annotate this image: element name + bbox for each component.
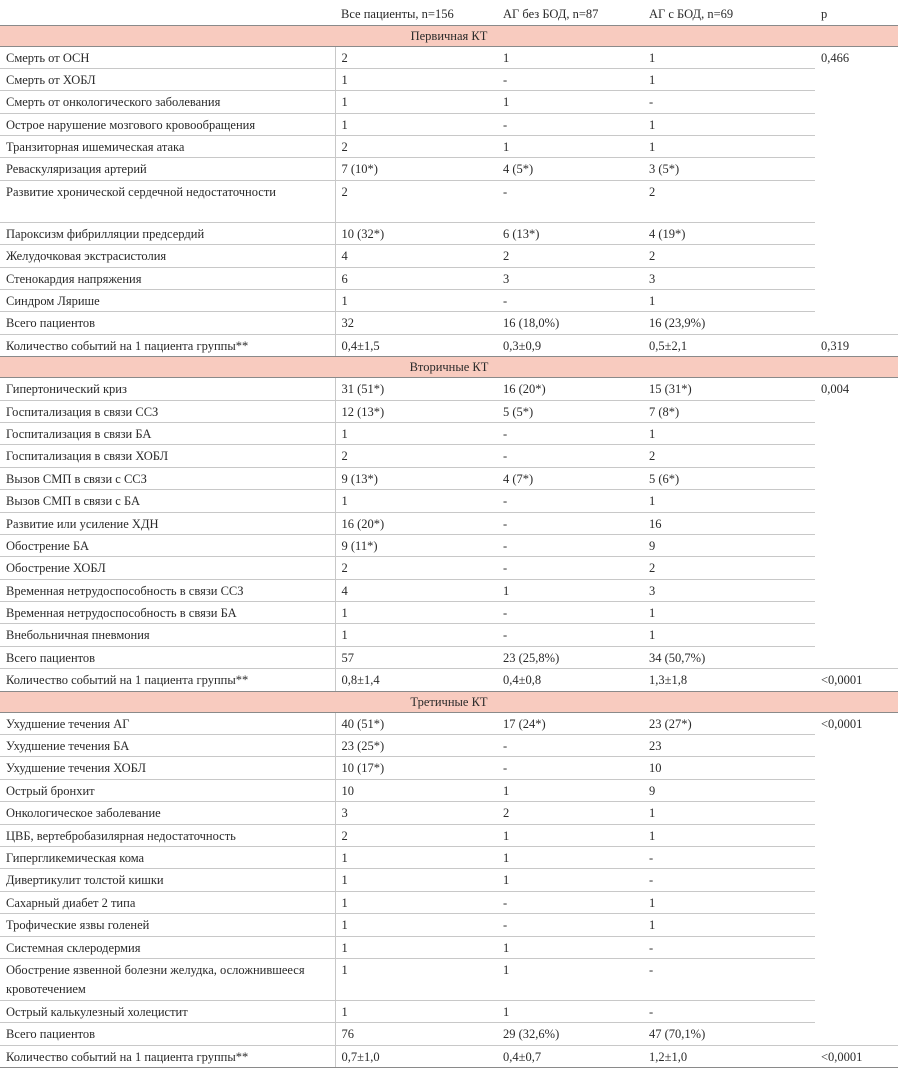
table-row (0, 113, 898, 135)
cell-with-bod: 9 (643, 779, 815, 801)
cell-with-bod: 1 (643, 113, 815, 135)
cell-no-bod: - (497, 735, 643, 757)
cell-all: 12 (13*) (335, 400, 497, 422)
cell-with-bod: 2 (643, 180, 815, 222)
cell-all: 1 (335, 914, 497, 936)
cell-with-bod: 2 (643, 557, 815, 579)
cell-with-bod: 1 (643, 824, 815, 846)
row-label: Обострение ХОБЛ (0, 557, 335, 579)
cell-with-bod: 3 (643, 267, 815, 289)
cell-all: 1 (335, 958, 497, 1000)
row-label: Острое нарушение мозгового кровообращения (0, 113, 335, 135)
cell-no-bod: - (497, 891, 643, 913)
table-row (0, 445, 898, 467)
cell-no-bod: 1 (497, 136, 643, 158)
cell-no-bod: 16 (18,0%) (497, 312, 643, 334)
row-label: Всего пациентов (0, 646, 335, 668)
section-title: Вторичные КТ (0, 357, 898, 378)
cell-all: 40 (51*) (335, 712, 497, 734)
row-label: Вызов СМП в связи с БА (0, 490, 335, 512)
cell-all: 4 (335, 245, 497, 267)
table-row (0, 602, 898, 624)
cell-with-bod: 9 (643, 534, 815, 556)
row-label: Синдром Лярише (0, 290, 335, 312)
cell-no-bod: 0,4±0,8 (497, 669, 643, 691)
section-title: Первичная КТ (0, 25, 898, 46)
cell-all: 1 (335, 68, 497, 90)
cell-all: 23 (25*) (335, 735, 497, 757)
cell-all: 10 (335, 779, 497, 801)
cell-no-bod: - (497, 624, 643, 646)
table-row (0, 534, 898, 556)
cell-with-bod: 5 (6*) (643, 467, 815, 489)
row-label: Обострение язвенной болезни желудка, осложнившееся кровотечением (0, 958, 335, 1000)
table-row (0, 824, 898, 846)
cell-all: 1 (335, 624, 497, 646)
events-table (0, 4, 898, 1068)
cell-no-bod: 1 (497, 936, 643, 958)
cell-no-bod: 1 (497, 579, 643, 601)
cell-all: 0,4±1,5 (335, 334, 497, 356)
cell-with-bod: 3 (643, 579, 815, 601)
cell-no-bod: 5 (5*) (497, 400, 643, 422)
cell-no-bod: 2 (497, 802, 643, 824)
row-label: Острый бронхит (0, 779, 335, 801)
cell-with-bod: 1,2±1,0 (643, 1045, 815, 1067)
row-label: Смерть от ХОБЛ (0, 68, 335, 90)
cell-no-bod: 1 (497, 1000, 643, 1022)
table-row (0, 400, 898, 422)
table-body (0, 25, 898, 1068)
row-label: Внебольничная пневмония (0, 624, 335, 646)
row-label: Ухудшение течения АГ (0, 712, 335, 734)
cell-with-bod: 0,5±2,1 (643, 334, 815, 356)
cell-p: 0,319 (815, 334, 898, 356)
cell-no-bod: 1 (497, 824, 643, 846)
row-label: Ухудшение течения БА (0, 735, 335, 757)
cell-p: <0,0001 (815, 1045, 898, 1067)
row-label: Всего пациентов (0, 1023, 335, 1045)
cell-with-bod: 23 (643, 735, 815, 757)
table-row (0, 712, 898, 734)
table-row (0, 222, 898, 244)
cell-all: 32 (335, 312, 497, 334)
row-label: Пароксизм фибрилляции предсердий (0, 222, 335, 244)
cell-all: 2 (335, 46, 497, 68)
cell-with-bod: 47 (70,1%) (643, 1023, 815, 1045)
table-row (0, 579, 898, 601)
table-row (0, 245, 898, 267)
cell-all: 2 (335, 136, 497, 158)
cell-all: 1 (335, 869, 497, 891)
cell-with-bod: 1 (643, 290, 815, 312)
cell-all: 3 (335, 802, 497, 824)
cell-all: 1 (335, 490, 497, 512)
row-label: Гипергликемическая кома (0, 847, 335, 869)
cell-with-bod: 1 (643, 624, 815, 646)
row-label: Системная склеродермия (0, 936, 335, 958)
table-row (0, 512, 898, 534)
cell-with-bod: 1 (643, 914, 815, 936)
cell-no-bod: - (497, 534, 643, 556)
cell-with-bod: - (643, 1000, 815, 1022)
cell-all: 1 (335, 91, 497, 113)
row-label: Обострение БА (0, 534, 335, 556)
cell-with-bod: 1 (643, 602, 815, 624)
table-row (0, 557, 898, 579)
cell-with-bod: - (643, 847, 815, 869)
cell-no-bod: 1 (497, 847, 643, 869)
cell-no-bod: - (497, 512, 643, 534)
cell-all: 1 (335, 847, 497, 869)
row-label: Острый калькулезный холецистит (0, 1000, 335, 1022)
cell-with-bod: 3 (5*) (643, 158, 815, 180)
cell-no-bod: 29 (32,6%) (497, 1023, 643, 1045)
table-row (0, 624, 898, 646)
cell-all: 16 (20*) (335, 512, 497, 534)
table-row (0, 646, 898, 668)
table-row (0, 914, 898, 936)
row-label: Вызов СМП в связи с ССЗ (0, 467, 335, 489)
row-label: Госпитализация в связи БА (0, 422, 335, 444)
table-row (0, 735, 898, 757)
section-title: Третичные КТ (0, 691, 898, 712)
cell-with-bod: - (643, 936, 815, 958)
row-label: Трофические язвы голеней (0, 914, 335, 936)
cell-all: 1 (335, 290, 497, 312)
cell-no-bod: 1 (497, 958, 643, 1000)
cell-all: 4 (335, 579, 497, 601)
header-cell-with-bod: АГ с БОД, n=69 (643, 4, 815, 25)
table-row (0, 267, 898, 289)
cell-with-bod: 1,3±1,8 (643, 669, 815, 691)
cell-all: 7 (10*) (335, 158, 497, 180)
cell-with-bod: 34 (50,7%) (643, 646, 815, 668)
section-header-row (0, 691, 898, 712)
cell-all: 2 (335, 557, 497, 579)
row-label: Желудочковая экстрасистолия (0, 245, 335, 267)
cell-p: 0,004 (815, 378, 898, 669)
cell-with-bod: 1 (643, 422, 815, 444)
row-label: Развитие хронической сердечной недостаточности (0, 180, 335, 222)
table-row (0, 869, 898, 891)
table-row (0, 136, 898, 158)
table-row (0, 847, 898, 869)
cell-all: 2 (335, 445, 497, 467)
cell-all: 1 (335, 113, 497, 135)
cell-all: 76 (335, 1023, 497, 1045)
cell-no-bod: - (497, 490, 643, 512)
cell-no-bod: 0,4±0,7 (497, 1045, 643, 1067)
cell-with-bod: - (643, 91, 815, 113)
cell-no-bod: 6 (13*) (497, 222, 643, 244)
cell-with-bod: 1 (643, 46, 815, 68)
cell-no-bod: 2 (497, 245, 643, 267)
cell-with-bod: 16 (23,9%) (643, 312, 815, 334)
table-row (0, 802, 898, 824)
cell-all: 57 (335, 646, 497, 668)
table-row (0, 46, 898, 68)
cell-all: 2 (335, 824, 497, 846)
cell-no-bod: - (497, 68, 643, 90)
cell-all: 0,7±1,0 (335, 1045, 497, 1067)
cell-with-bod: 1 (643, 490, 815, 512)
cell-no-bod: 17 (24*) (497, 712, 643, 734)
cell-no-bod: - (497, 557, 643, 579)
count-row (0, 1045, 898, 1067)
cell-no-bod: 4 (7*) (497, 467, 643, 489)
row-label: Стенокардия напряжения (0, 267, 335, 289)
cell-no-bod: 0,3±0,9 (497, 334, 643, 356)
table-row (0, 936, 898, 958)
table-row (0, 1000, 898, 1022)
cell-no-bod: 1 (497, 91, 643, 113)
row-label: Сахарный диабет 2 типа (0, 891, 335, 913)
cell-with-bod: 1 (643, 68, 815, 90)
row-label: Реваскуляризация артерий (0, 158, 335, 180)
cell-with-bod: 10 (643, 757, 815, 779)
cell-with-bod: 1 (643, 802, 815, 824)
header-cell-p: p (815, 4, 898, 25)
table-row (0, 958, 898, 1000)
cell-with-bod: 15 (31*) (643, 378, 815, 400)
table-row (0, 158, 898, 180)
cell-with-bod: - (643, 869, 815, 891)
cell-p: <0,0001 (815, 712, 898, 1045)
row-label: Смерть от онкологического заболевания (0, 91, 335, 113)
cell-no-bod: - (497, 445, 643, 467)
row-label: Количество событий на 1 пациента группы** (0, 1045, 335, 1067)
row-label: Временная нетрудоспособность в связи БА (0, 602, 335, 624)
cell-with-bod: 16 (643, 512, 815, 534)
section-header-row (0, 357, 898, 378)
header-cell-label (0, 4, 335, 25)
cell-no-bod: 23 (25,8%) (497, 646, 643, 668)
cell-no-bod: - (497, 757, 643, 779)
cell-no-bod: - (497, 180, 643, 222)
table-row (0, 68, 898, 90)
table-row (0, 490, 898, 512)
row-label: ЦВБ, вертебробазилярная недостаточность (0, 824, 335, 846)
cell-all: 10 (17*) (335, 757, 497, 779)
cell-with-bod: 1 (643, 891, 815, 913)
table-row (0, 290, 898, 312)
row-label: Количество событий на 1 пациента группы** (0, 334, 335, 356)
table-row (0, 779, 898, 801)
cell-no-bod: 3 (497, 267, 643, 289)
cell-with-bod: 2 (643, 245, 815, 267)
cell-no-bod: 1 (497, 779, 643, 801)
cell-all: 1 (335, 602, 497, 624)
cell-all: 1 (335, 422, 497, 444)
row-label: Госпитализация в связи ССЗ (0, 400, 335, 422)
row-label: Количество событий на 1 пациента группы** (0, 669, 335, 691)
header-cell-no-bod: АГ без БОД, n=87 (497, 4, 643, 25)
cell-all: 0,8±1,4 (335, 669, 497, 691)
cell-p: 0,466 (815, 46, 898, 334)
row-label: Временная нетрудоспособность в связи ССЗ (0, 579, 335, 601)
cell-all: 2 (335, 180, 497, 222)
cell-no-bod: - (497, 914, 643, 936)
cell-no-bod: - (497, 113, 643, 135)
cell-with-bod: 1 (643, 136, 815, 158)
table-row (0, 180, 898, 222)
row-label: Госпитализация в связи ХОБЛ (0, 445, 335, 467)
table-row (0, 422, 898, 444)
cell-no-bod: 4 (5*) (497, 158, 643, 180)
row-label: Развитие или усиление ХДН (0, 512, 335, 534)
cell-no-bod: 1 (497, 46, 643, 68)
cell-all: 1 (335, 1000, 497, 1022)
row-label: Транзиторная ишемическая атака (0, 136, 335, 158)
table-row (0, 891, 898, 913)
header-row (0, 4, 898, 25)
row-label: Ухудшение течения ХОБЛ (0, 757, 335, 779)
table-row (0, 312, 898, 334)
table-row (0, 91, 898, 113)
table-row (0, 757, 898, 779)
cell-with-bod: 23 (27*) (643, 712, 815, 734)
section-header-row (0, 25, 898, 46)
cell-no-bod: 1 (497, 869, 643, 891)
cell-all: 9 (13*) (335, 467, 497, 489)
cell-all: 31 (51*) (335, 378, 497, 400)
count-row (0, 669, 898, 691)
table-row (0, 378, 898, 400)
cell-with-bod: 7 (8*) (643, 400, 815, 422)
cell-all: 9 (11*) (335, 534, 497, 556)
table-row (0, 467, 898, 489)
row-label: Смерть от ОСН (0, 46, 335, 68)
cell-all: 10 (32*) (335, 222, 497, 244)
table-row (0, 1023, 898, 1045)
cell-with-bod: 2 (643, 445, 815, 467)
header-cell-all: Все пациенты, n=156 (335, 4, 497, 25)
cell-with-bod: - (643, 958, 815, 1000)
cell-no-bod: - (497, 422, 643, 444)
cell-all: 1 (335, 891, 497, 913)
cell-all: 1 (335, 936, 497, 958)
row-label: Гипертонический криз (0, 378, 335, 400)
row-label: Дивертикулит толстой кишки (0, 869, 335, 891)
cell-p: <0,0001 (815, 669, 898, 691)
cell-no-bod: - (497, 602, 643, 624)
cell-all: 6 (335, 267, 497, 289)
cell-no-bod: - (497, 290, 643, 312)
row-label: Всего пациентов (0, 312, 335, 334)
row-label: Онкологическое заболевание (0, 802, 335, 824)
cell-with-bod: 4 (19*) (643, 222, 815, 244)
cell-no-bod: 16 (20*) (497, 378, 643, 400)
count-row (0, 334, 898, 356)
